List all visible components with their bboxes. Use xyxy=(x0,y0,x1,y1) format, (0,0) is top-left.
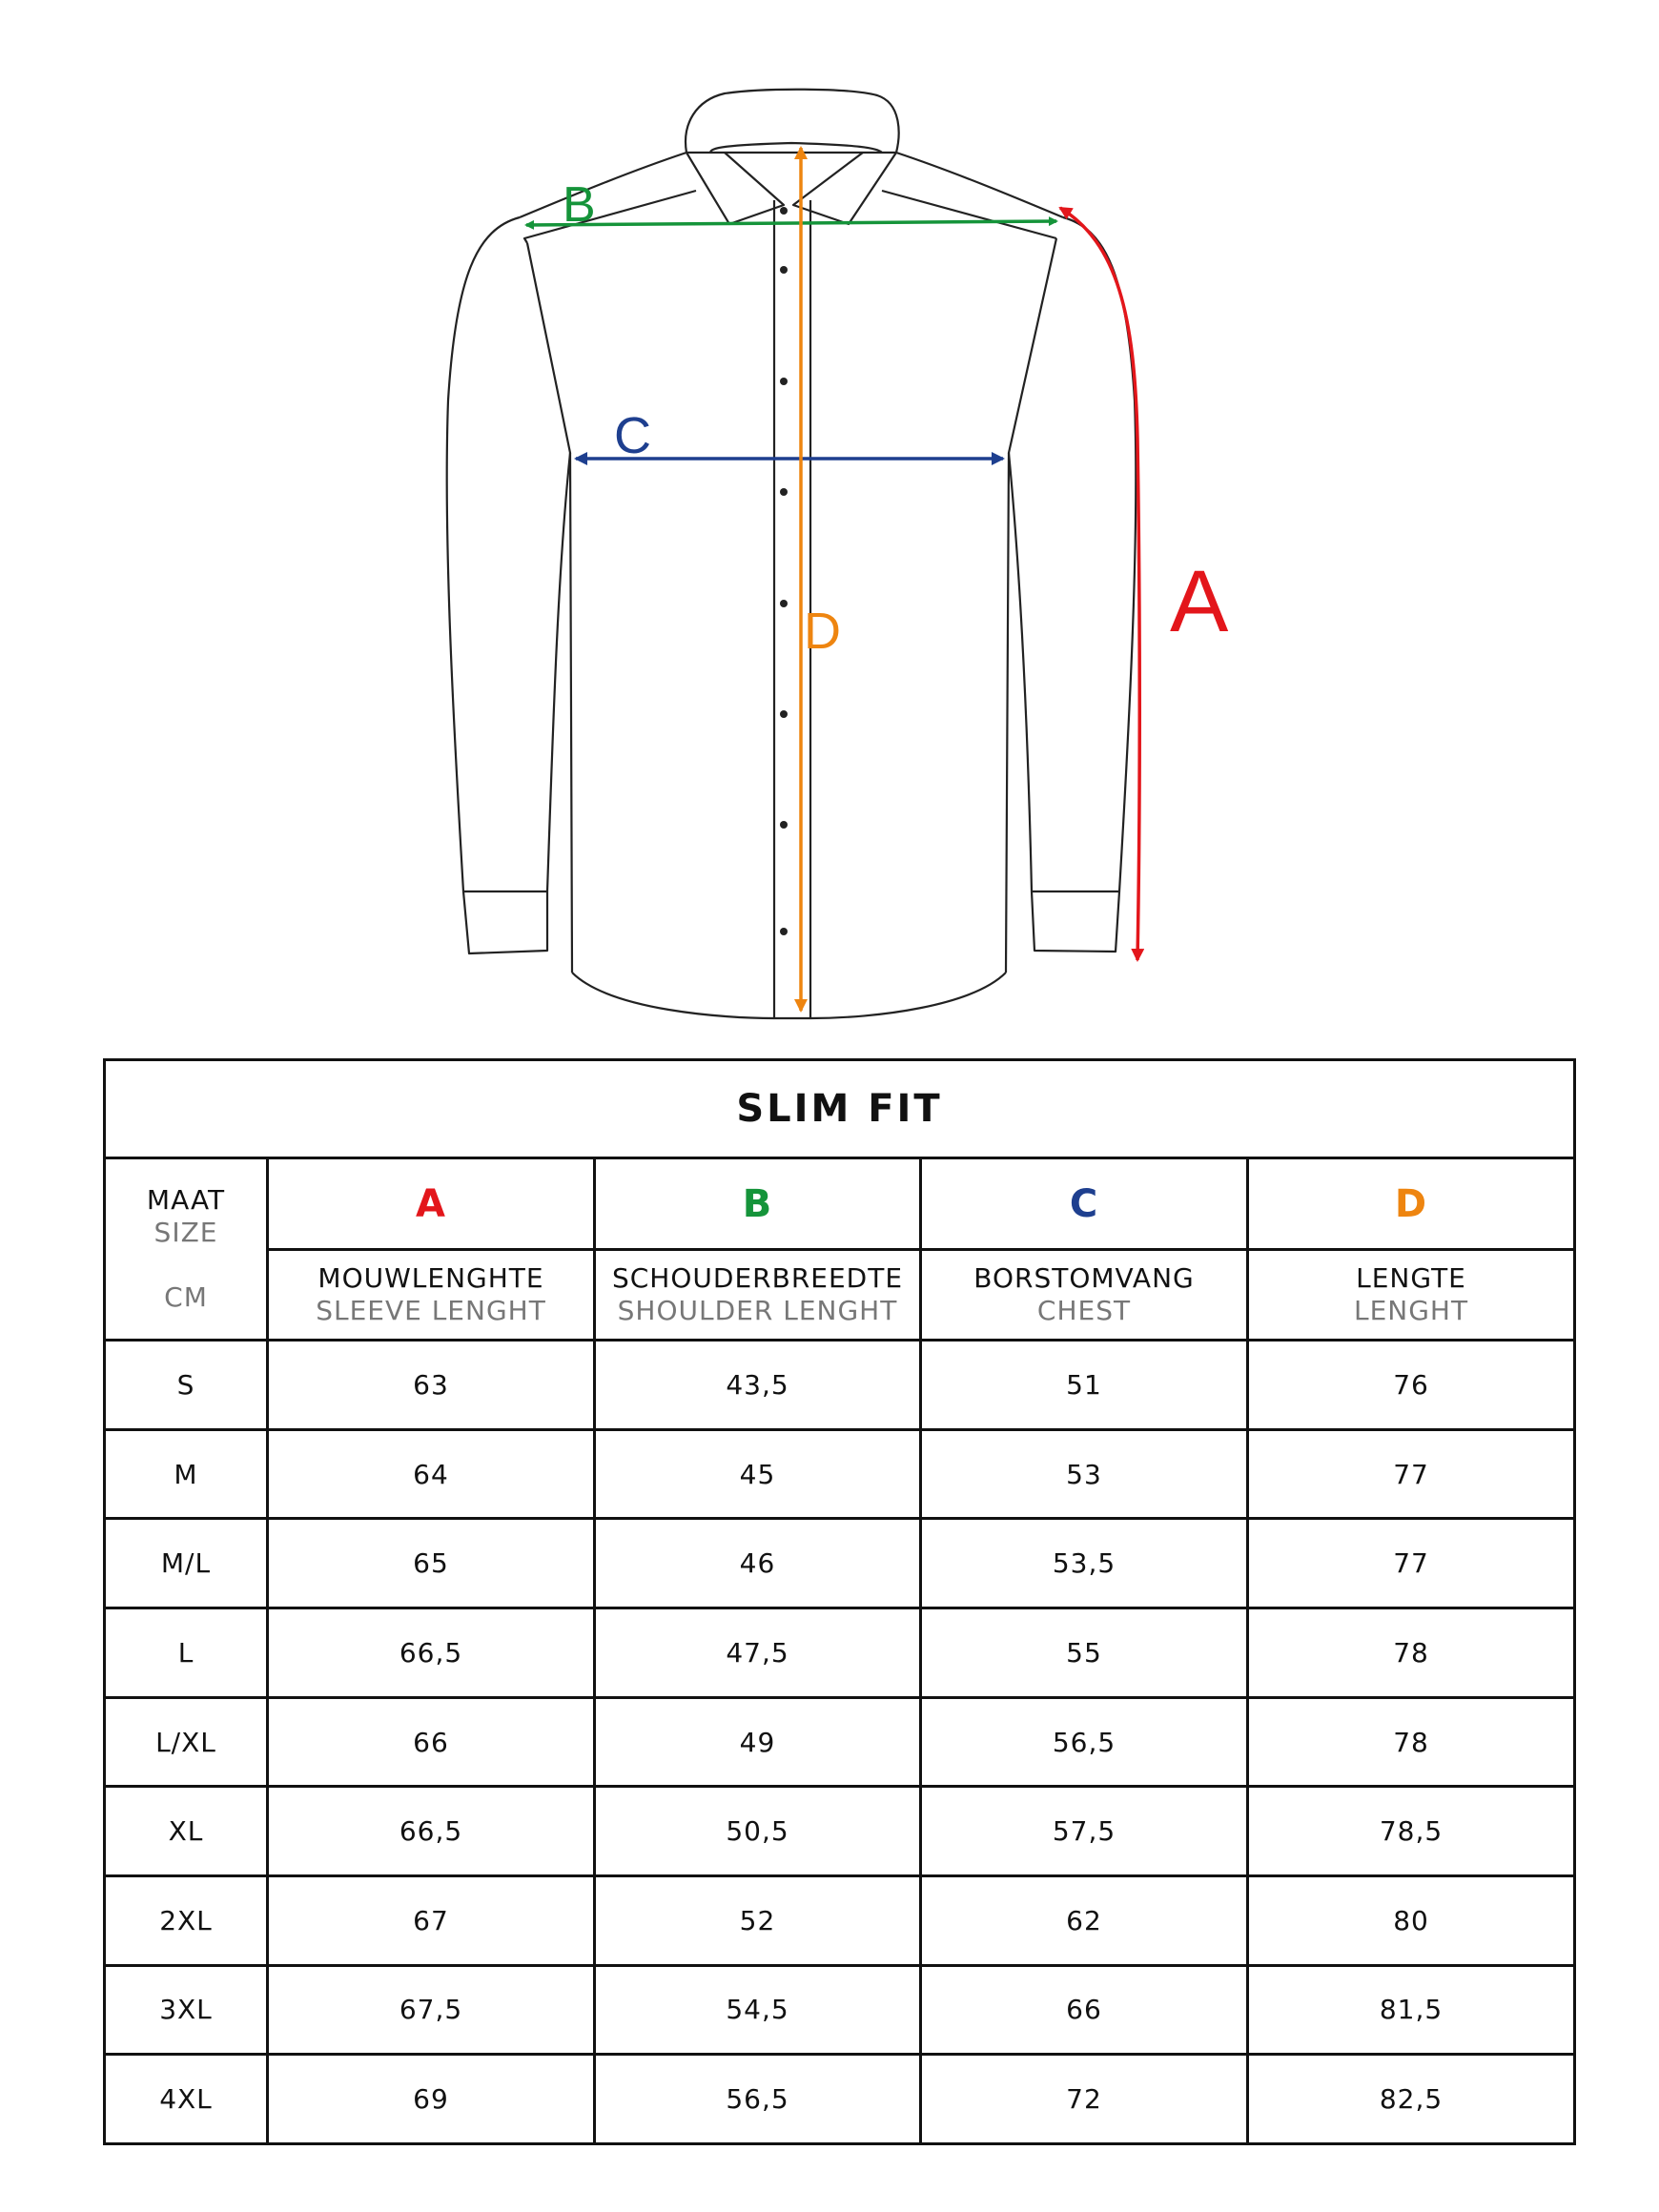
shirt-buttons xyxy=(780,207,788,935)
size-table xyxy=(103,1058,1576,2145)
marker-b-label: B xyxy=(563,177,596,233)
value-cell-a: 66 xyxy=(268,1697,595,1787)
table-row xyxy=(105,1965,1575,2055)
value-cell-b: 49 xyxy=(595,1697,921,1787)
column-header-d: LENGTE LENGHT xyxy=(1248,1250,1575,1341)
size-header-nl: MAAT xyxy=(146,1183,226,1216)
size-table-body xyxy=(105,1341,1575,2144)
size-cell: M/L xyxy=(105,1519,268,1608)
size-cell: M xyxy=(105,1429,268,1519)
value-cell-a: 65 xyxy=(268,1519,595,1608)
value-cell-a: 66,5 xyxy=(268,1608,595,1698)
value-cell-b: 56,5 xyxy=(595,2055,921,2144)
column-letter-d: D xyxy=(1248,1157,1575,1250)
value-cell-d: 82,5 xyxy=(1248,2055,1575,2144)
size-cell: XL xyxy=(105,1787,268,1876)
value-cell-d: 78 xyxy=(1248,1697,1575,1787)
value-cell-c: 62 xyxy=(921,1876,1248,1966)
measure-line-b xyxy=(526,221,1056,225)
value-cell-a: 64 xyxy=(268,1429,595,1519)
value-cell-c: 53 xyxy=(921,1429,1248,1519)
value-cell-b: 54,5 xyxy=(595,1965,921,2055)
column-header-c: BORSTOMVANG CHEST xyxy=(921,1250,1248,1341)
value-cell-b: 50,5 xyxy=(595,1787,921,1876)
value-cell-d: 76 xyxy=(1248,1341,1575,1430)
marker-c-label: C xyxy=(614,407,651,464)
value-cell-b: 43,5 xyxy=(595,1341,921,1430)
size-cell: 2XL xyxy=(105,1876,268,1966)
size-cell: 4XL xyxy=(105,2055,268,2144)
value-cell-a: 63 xyxy=(268,1341,595,1430)
marker-a-label: A xyxy=(1170,553,1229,650)
table-row xyxy=(105,1697,1575,1787)
column-header-a: MOUWLENGHTE SLEEVE LENGHT xyxy=(268,1250,595,1341)
table-row xyxy=(105,1608,1575,1698)
value-cell-c: 56,5 xyxy=(921,1697,1248,1787)
size-header-en: SIZE xyxy=(154,1216,218,1248)
value-cell-d: 77 xyxy=(1248,1519,1575,1608)
value-cell-d: 77 xyxy=(1248,1429,1575,1519)
measure-line-a xyxy=(1060,208,1139,960)
value-cell-d: 80 xyxy=(1248,1876,1575,1966)
table-row xyxy=(105,1341,1575,1430)
value-cell-d: 81,5 xyxy=(1248,1965,1575,2055)
value-cell-d: 78,5 xyxy=(1248,1787,1575,1876)
column-letter-b: B xyxy=(595,1157,921,1250)
value-cell-c: 51 xyxy=(921,1341,1248,1430)
table-row xyxy=(105,2055,1575,2144)
size-cell: L xyxy=(105,1608,268,1698)
size-cell: S xyxy=(105,1341,268,1430)
column-header-b: SCHOUDERBREEDTE SHOULDER LENGHT xyxy=(595,1250,921,1341)
table-row xyxy=(105,1876,1575,1966)
value-cell-a: 67,5 xyxy=(268,1965,595,2055)
marker-d-label: D xyxy=(804,603,841,660)
value-cell-c: 72 xyxy=(921,2055,1248,2144)
value-cell-c: 53,5 xyxy=(921,1519,1248,1608)
value-cell-b: 52 xyxy=(595,1876,921,1966)
value-cell-b: 46 xyxy=(595,1519,921,1608)
table-row xyxy=(105,1787,1575,1876)
value-cell-d: 78 xyxy=(1248,1608,1575,1698)
column-letter-a: A xyxy=(268,1157,595,1250)
column-letter-c: C xyxy=(921,1157,1248,1250)
value-cell-c: 55 xyxy=(921,1608,1248,1698)
value-cell-b: 47,5 xyxy=(595,1608,921,1698)
size-cell: L/XL xyxy=(105,1697,268,1787)
value-cell-b: 45 xyxy=(595,1429,921,1519)
value-cell-a: 66,5 xyxy=(268,1787,595,1876)
unit-label: CM xyxy=(164,1280,208,1313)
shirt-measurement-diagram xyxy=(0,0,1659,1039)
size-cell: 3XL xyxy=(105,1965,268,2055)
size-header-cell xyxy=(105,1157,268,1340)
value-cell-c: 66 xyxy=(921,1965,1248,2055)
table-row xyxy=(105,1429,1575,1519)
table-title: SLIM FIT xyxy=(105,1060,1575,1158)
shirt-outline xyxy=(447,90,1137,1018)
value-cell-c: 57,5 xyxy=(921,1787,1248,1876)
table-row xyxy=(105,1519,1575,1608)
value-cell-a: 69 xyxy=(268,2055,595,2144)
value-cell-a: 67 xyxy=(268,1876,595,1966)
